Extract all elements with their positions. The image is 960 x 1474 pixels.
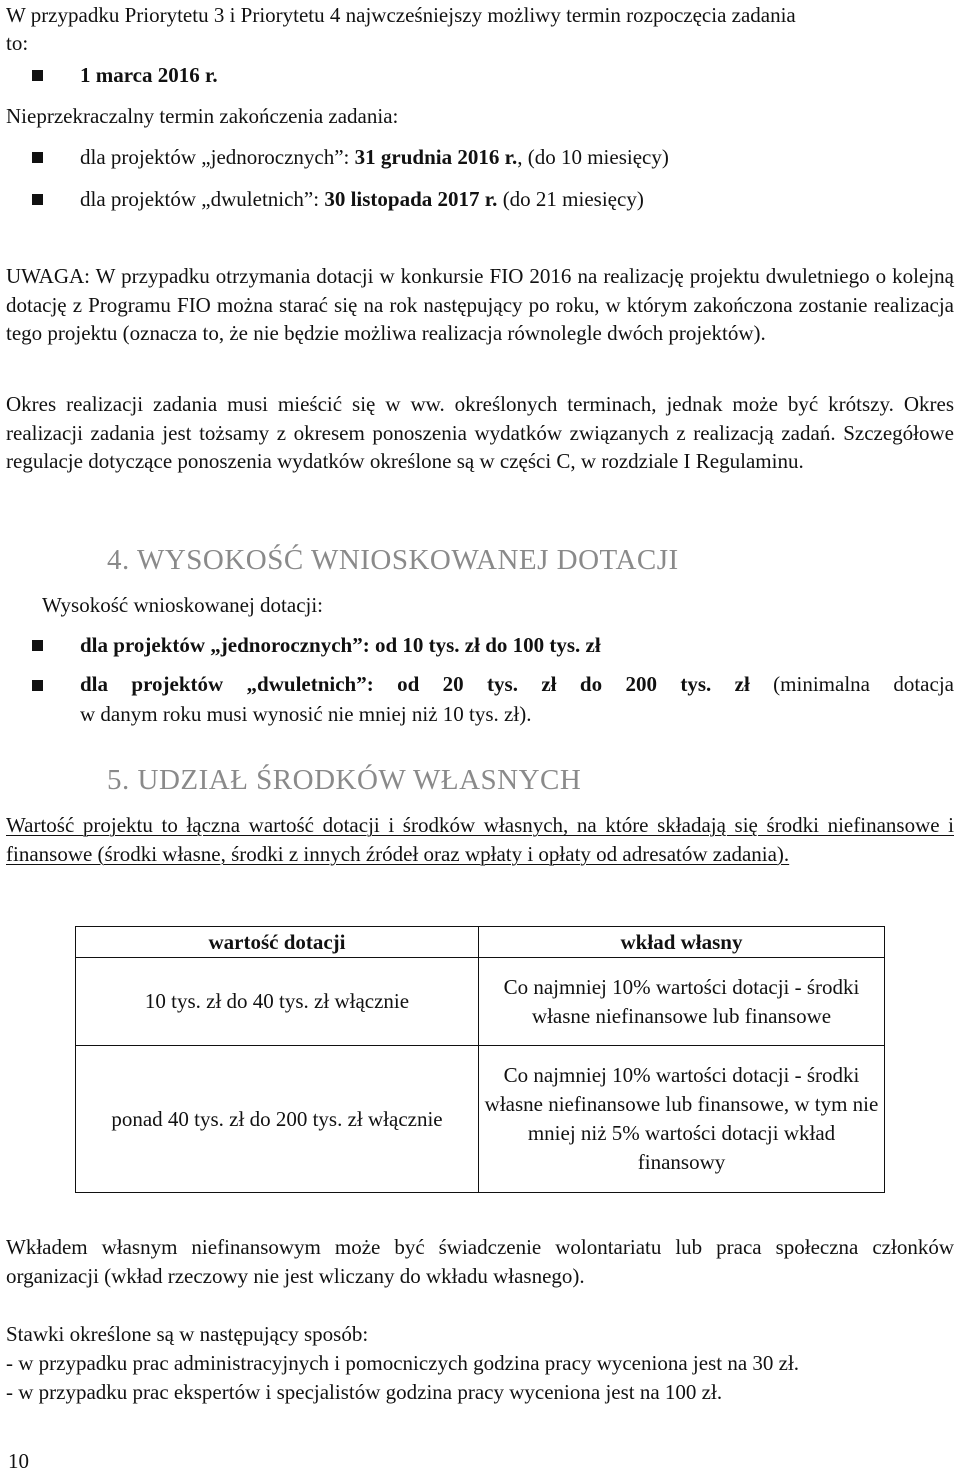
own-contribution-table — [75, 926, 885, 1193]
stawki-label: Stawki określone są w następujący sposób: — [6, 1322, 369, 1346]
deadline-item-biennial-date: 30 listopada 2017 r. — [324, 187, 498, 211]
deadline-item-biennial-prefix: dla projektów „dwuletnich”: — [80, 187, 325, 211]
grant-amount-biennial — [80, 671, 954, 697]
deadline-item-annual-prefix: dla projektów „jednorocznych”: — [80, 145, 355, 169]
deadline-label: Nieprzekraczalny termin zakończenia zadania: — [6, 104, 399, 128]
table-header-cell: wartość dotacji — [76, 927, 479, 958]
okres-paragraph-part-a: Okres realizacji zadania musi mieścić się w ww. określonych terminach, jednak może być krótszy. Okres realizacji zadania jest tożsamy z okresem ponoszenia wydatków związanych z realizacją zadań. — [6, 392, 954, 445]
deadline-item-annual-date: 31 grudnia 2016 r. — [354, 145, 518, 169]
table-row — [76, 1046, 885, 1193]
section-4-heading: 4. WYSOKOŚĆ WNIOSKOWANEJ DOTACJI — [107, 544, 679, 576]
deadline-item-annual — [80, 144, 669, 170]
intro-line-2: to: — [6, 31, 29, 55]
section-4-label: Wysokość wnioskowanej dotacji: — [42, 593, 324, 617]
grant-amount-biennial-suffix: (minimalna dotacja — [749, 672, 954, 696]
okres-paragraph — [6, 390, 954, 476]
section-5-heading: 5. UDZIAŁ ŚRODKÓW WŁASNYCH — [107, 764, 582, 796]
bullet-icon — [32, 70, 43, 81]
table-row — [76, 958, 885, 1046]
deadline-item-biennial-suffix: (do 21 miesięcy) — [497, 187, 644, 211]
bullet-icon — [32, 680, 43, 691]
table-cell: Co najmniej 10% wartości dotacji - środki własne niefinansowe lub finansowe, w tym nie mniej niż 5% wartości dotacji wkład finansowy — [479, 1046, 885, 1193]
uwaga-paragraph: UWAGA: W przypadku otrzymania dotacji w konkursie FIO 2016 na realizację projektu dwuletniego o kolejną dotację z Programu FIO można starać się na rok następujący po roku, w którym zakończona zostanie realizacja tego projektu (oznacza to, że nie będzie możliwa realizacja równolegle dwóch projektów). — [6, 264, 954, 345]
table-cell: Co najmniej 10% wartości dotacji - środki własne niefinansowe lub finansowe — [479, 958, 885, 1046]
deadline-item-annual-suffix: , (do 10 miesięcy) — [517, 145, 669, 169]
table-header-cell: wkład własny — [479, 927, 885, 958]
wklad-paragraph: Wkładem własnym niefinansowym może być świadczenie wolontariatu lub praca społeczna członków organizacji (wkład rzeczowy nie jest wliczany do wkładu własnego). — [6, 1235, 954, 1288]
stawka-expert: - w przypadku prac ekspertów i specjalistów godzina pracy wyceniona jest na 100 zł. — [6, 1380, 723, 1404]
bullet-icon — [32, 194, 43, 205]
grant-amount-biennial-range: dla projektów „dwuletnich”: od 20 tys. zł do 200 tys. zł — [80, 672, 750, 696]
okres-paragraph-part-b: Szczegółowe regulacje dotyczące ponoszenia wydatków określone są w części C, w rozdziale I Regulaminu. — [6, 420, 954, 473]
grant-amount-biennial-line-2: w danym roku musi wynosić nie mniej niż 10 tys. zł). — [80, 702, 532, 726]
section-5-intro: Wartość projektu to łączna wartość dotacji i środków własnych, na które składają się środki niefinansowe i finansowe (środki własne, środki z innych źródeł oraz wpłaty i opłaty od adresatów zadania). — [6, 813, 954, 866]
start-date: 1 marca 2016 r. — [80, 63, 218, 87]
deadline-item-biennial — [80, 186, 644, 212]
stawka-administrative: - w przypadku prac administracyjnych i pomocniczych godzina pracy wyceniona jest na 30 zł. — [6, 1351, 800, 1375]
page-number: 10 — [8, 1449, 29, 1473]
table-header-row — [76, 927, 885, 958]
bullet-icon — [32, 640, 43, 651]
grant-amount-annual: dla projektów „jednorocznych”: od 10 tys. zł do 100 tys. zł — [80, 633, 601, 657]
bullet-icon — [32, 152, 43, 163]
table-cell: 10 tys. zł do 40 tys. zł włącznie — [76, 958, 479, 1046]
table-cell: ponad 40 tys. zł do 200 tys. zł włącznie — [76, 1046, 479, 1193]
intro-line-1: W przypadku Priorytetu 3 i Priorytetu 4 najwcześniejszy możliwy termin rozpoczęcia zadania — [6, 3, 796, 27]
